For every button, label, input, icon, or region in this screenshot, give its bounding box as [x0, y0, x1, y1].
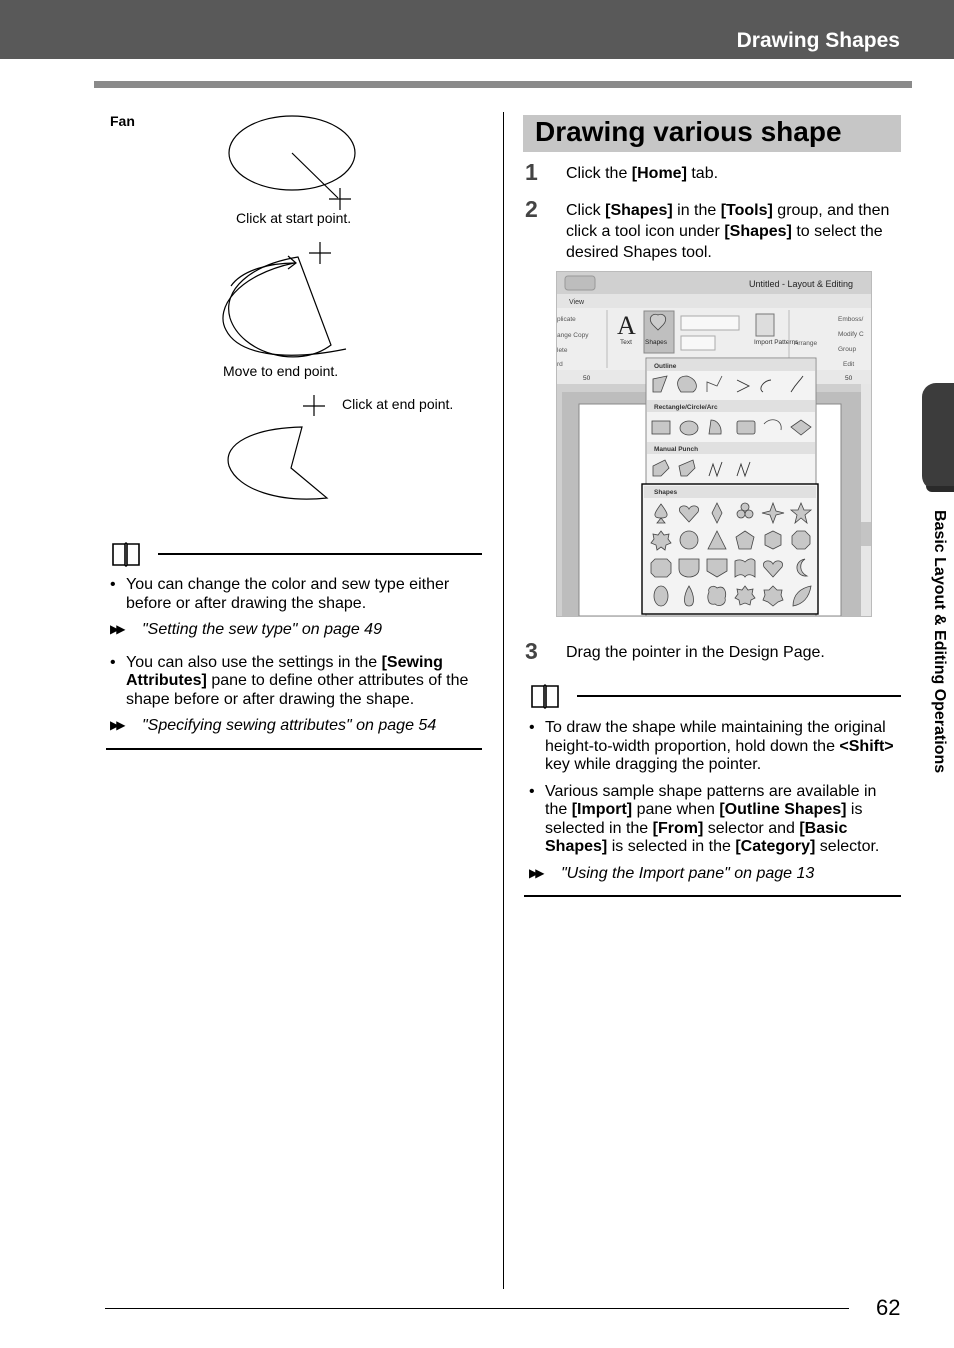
ribbon-item: lete [557, 347, 568, 354]
step-text: Drag the pointer in the Design Page. [566, 644, 825, 661]
cross-reference-link[interactable]: ▶▶ "Specifying sewing attributes" on page 54 [110, 717, 437, 734]
fan-start-radius [292, 153, 338, 198]
modify-label: Modify C [838, 331, 864, 338]
caption-end: Click at end point. [342, 396, 454, 412]
import-label: Import Patterns [754, 339, 799, 346]
step-number: 2 [525, 196, 538, 222]
note-header-line [577, 695, 901, 697]
column-divider [503, 112, 504, 1289]
footer-rule [105, 1308, 849, 1309]
edit-label: Edit [843, 361, 855, 368]
note-bullet: • You can also use the settings in the [Sewing Attributes] pane to define other attributes of the shape before or after drawing the shape. [110, 654, 482, 710]
chapter-tab [922, 383, 954, 490]
software-screenshot [556, 271, 872, 617]
note-bullet: • You can change the color and sew type either before or after drawing the shape. [110, 576, 482, 613]
book-icon [110, 540, 144, 568]
emboss-label: Emboss/ [838, 316, 864, 323]
step-text: Click the [Home] tab. [566, 165, 719, 182]
group-label: Group [838, 346, 857, 353]
window-title: Untitled - Layout & Editing [749, 279, 854, 289]
note-bullet: • Various sample shape patterns are available in the [Import] pane when [Outline Shapes] is selected in the [From] selector and [Basic Shapes] is selected in the [Category] selector. [529, 783, 901, 857]
ribbon-item: plicate [557, 316, 576, 323]
fan-move-arc [223, 263, 346, 355]
right-note-end-rule [524, 895, 901, 897]
fan-end-shape [228, 427, 327, 499]
ruler-right: 50 [845, 375, 853, 382]
fan-move-shape [229, 257, 331, 357]
cross-reference-link[interactable]: ▶▶ "Using the Import pane" on page 13 [529, 864, 815, 882]
text-tool-label: Text [620, 339, 632, 346]
double-arrow-icon: ▶▶ [110, 622, 123, 636]
note-header [110, 540, 482, 570]
ribbon-item: ange Copy [557, 332, 589, 339]
step-text: Click [Shapes] in the [Tools] group, and then click a tool icon under [Shapes] to select the desired Shapes tool. [566, 202, 890, 261]
note-header-line [158, 553, 482, 555]
fan-label: Fan [110, 113, 135, 129]
left-note [110, 540, 482, 750]
dropdown-section-title: Rectangle/Circle/Arc [654, 404, 718, 411]
double-arrow-icon: ▶▶ [110, 718, 123, 732]
note-bullet: • To draw the shape while maintaining the original height-to-width proportion, hold down the <Shift> key while dragging the pointer. [529, 719, 901, 775]
page-number: 62 [876, 1295, 901, 1320]
chapter-tab-shadow [926, 486, 954, 492]
tab-view: View [569, 299, 585, 306]
text-tool-icon: A [617, 311, 636, 340]
shapes-section-box [642, 484, 818, 614]
dropdown-section-title: Outline [654, 363, 677, 370]
left-note-end-rule [106, 748, 482, 750]
arrange-label: Arrange [794, 340, 818, 347]
right-note [529, 682, 901, 897]
dropdown-section-title: Shapes [654, 489, 678, 496]
ribbon-item: rd [557, 361, 563, 368]
shapes-tool-label: Shapes [645, 339, 668, 346]
import-icon [756, 314, 774, 336]
chapter-label: Basic Layout & Editing Operations [931, 510, 948, 774]
top-rule [94, 81, 912, 88]
section-title: Drawing Shapes [736, 29, 900, 52]
cross-reference-link[interactable]: ▶▶ "Setting the sew type" on page 49 [110, 621, 382, 638]
fan-diagram [210, 108, 490, 508]
step-number: 1 [525, 159, 538, 185]
double-arrow-icon: ▶▶ [529, 865, 542, 880]
note-header [529, 682, 901, 712]
book-icon [529, 682, 563, 710]
step-number: 3 [525, 638, 538, 664]
caption-move: Move to end point. [223, 363, 339, 379]
dropdown-section-title: Manual Punch [654, 446, 699, 453]
section-heading: Drawing various shape [535, 116, 842, 147]
caption-start: Click at start point. [236, 210, 352, 226]
ruler-left: 50 [583, 375, 591, 382]
